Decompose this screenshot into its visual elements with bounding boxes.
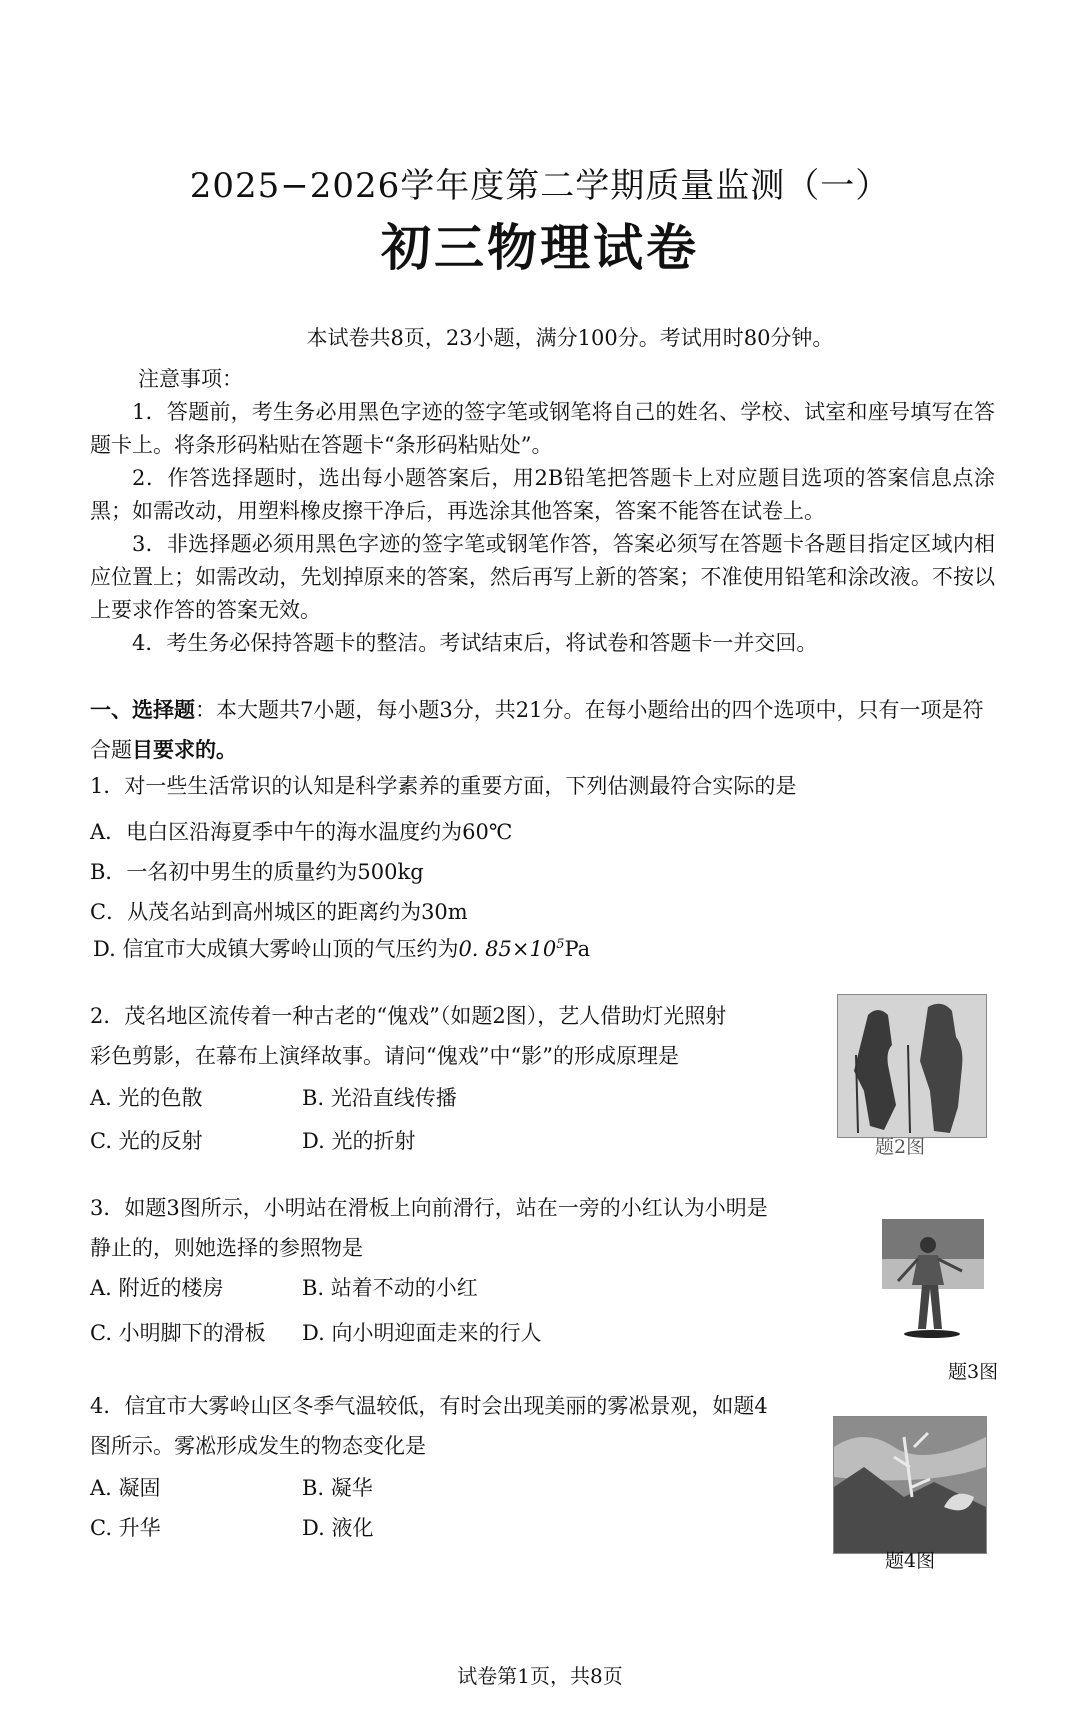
- q4-stem-line1: 4．信宜市大雾岭山区冬季气温较低，有时会出现美丽的雾凇景观，如题4: [90, 1394, 768, 1418]
- section-heading: [90, 690, 1000, 770]
- q1-option-d-exponent: 5: [556, 937, 565, 952]
- q2-option-b: B. 光沿直线传播: [302, 1086, 457, 1110]
- q3-stem-line2: 静止的，则她选择的参照物是: [90, 1236, 363, 1260]
- q3-option-b: B. 站着不动的小红: [302, 1276, 478, 1300]
- q2-option-a: A. 光的色散: [90, 1086, 203, 1110]
- q1-option-d-unit: Pa: [564, 937, 591, 961]
- section-desc: ：本大题共7小题，每小题3分，共21分。在每小题给出的四个选项中，只有一项是符合题: [90, 698, 984, 762]
- q4-option-d: D. 液化: [302, 1516, 374, 1540]
- q3-option-c: C. 小明脚下的滑板: [90, 1321, 266, 1345]
- notes-block: [90, 363, 995, 660]
- q2-option-c: C. 光的反射: [90, 1129, 203, 1153]
- q4-option-a: A. 凝固: [90, 1476, 161, 1500]
- q4-option-b: B. 凝华: [302, 1476, 373, 1500]
- exam-title: 初三物理试卷: [381, 218, 699, 277]
- page-footer: 试卷第1页，共8页: [457, 1664, 623, 1688]
- section-desc-bold: 目要求的。: [132, 737, 237, 762]
- q1-option-d-base: 10: [529, 937, 557, 961]
- q4-option-c: C. 升华: [90, 1516, 161, 1540]
- q3-option-a: A. 附近的楼房: [90, 1276, 224, 1300]
- q1-option-a: A．电白区沿海夏季中午的海水温度约为60℃: [90, 820, 513, 844]
- q4-stem-line2: 图所示。雾凇形成发生的物态变化是: [90, 1434, 426, 1458]
- note-item: 2．作答选择题时，选出每小题答案后，用2B铅笔把答题卡上对应题目选项的答案信息点涂黑；如需改动，用塑料橡皮擦干净后，再选涂其他答案，答案不能答在试卷上。: [90, 466, 995, 523]
- q2-figure-image: [837, 994, 987, 1138]
- q3-option-d: D. 向小明迎面走来的行人: [302, 1321, 542, 1345]
- q1-option-d-times: ×: [511, 937, 530, 961]
- q1-stem: 1．对一些生活常识的认知是科学素养的重要方面，下列估测最符合实际的是: [90, 774, 797, 798]
- q4-figure-caption: 题4图: [885, 1550, 936, 1572]
- q2-figure-caption: 题2图: [875, 1136, 926, 1158]
- note-item: 3．非选择题必须用黑色字迹的签字笔或钢笔作答，答案必须写在答题卡各题目指定区域内相应位置上；如需改动，先划掉原来的答案，然后再写上新的答案；不准使用铅笔和涂改液。不按以上要求作答的答案无效。: [90, 532, 995, 622]
- note-item: 4．考生务必保持答题卡的整洁。考试结束后，将试卷和答题卡一并交回。: [132, 631, 818, 655]
- q1-option-b: B．一名初中男生的质量约为500kg: [90, 860, 424, 884]
- q2-stem-line1: 2．茂名地区流传着一种古老的“傀戏”（如题2图），艺人借助灯光照射: [90, 1004, 727, 1028]
- q4-figure-image: [833, 1416, 987, 1554]
- q3-figure-caption: 题3图: [948, 1361, 999, 1383]
- q2-stem-line2: 彩色剪影，在幕布上演绎故事。请问“傀戏”中“影”的形成原理是: [90, 1044, 679, 1068]
- q1-option-d-text: D. 信宜市大成镇大雾岭山顶的气压约为: [93, 937, 459, 961]
- note-item: 1．答题前，考生务必用黑色字迹的签字笔或钢笔将自己的姓名、学校、试室和座号填写在答题卡上。将条形码粘贴在答题卡“条形码粘贴处”。: [90, 400, 995, 457]
- q3-figure-image: [882, 1219, 984, 1346]
- exam-title-line1: 2025−2026学年度第二学期质量监测（一）: [189, 166, 891, 206]
- q2-option-d: D. 光的折射: [302, 1129, 416, 1153]
- q1-option-c: C．从茂名站到高州城区的距离约为30m: [90, 900, 468, 924]
- q3-stem-line1: 3．如题3图所示，小明站在滑板上向前滑行，站在一旁的小红认为小明是: [90, 1196, 768, 1220]
- notes-heading: 注意事项：: [138, 367, 243, 391]
- q1-option-d-number: 0. 85: [458, 937, 512, 961]
- exam-intro: 本试卷共8页，23小题，满分100分。考试用时80分钟。: [306, 326, 834, 350]
- q1-option-d: [93, 933, 590, 963]
- section-label: 一、选择题: [90, 697, 195, 722]
